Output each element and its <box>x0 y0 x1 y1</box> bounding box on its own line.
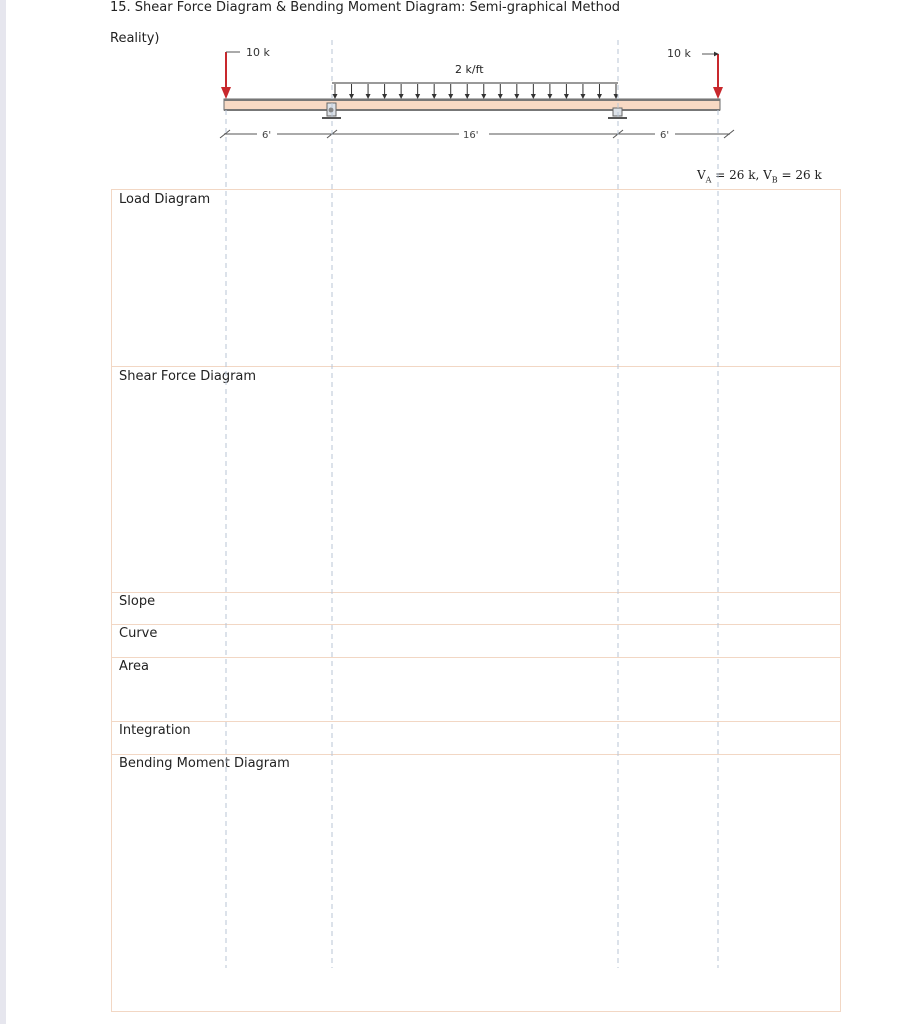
slope-section <box>112 593 840 625</box>
udl-arrow-head <box>597 94 602 99</box>
udl-arrow-head <box>614 94 619 99</box>
area-section <box>112 658 840 722</box>
right-load-label: 10 k <box>667 47 691 60</box>
worksheet-table <box>111 189 841 1012</box>
dim-middle-label: 16' <box>463 130 479 141</box>
udl-arrow-head <box>531 94 536 99</box>
left-point-load <box>221 52 240 99</box>
page-title: 15. Shear Force Diagram & Bending Moment Diagram: Semi-graphical Method <box>110 0 621 15</box>
shear-force-section <box>112 367 840 593</box>
dim-left-label: 6' <box>262 130 272 141</box>
section-label-shear-force: Shear Force Diagram <box>119 369 257 384</box>
section-label-area: Area <box>119 659 149 674</box>
udl-arrow-head <box>366 94 371 99</box>
udl-arrow-head <box>349 94 354 99</box>
vb-subscript: B <box>771 175 778 185</box>
section-label-load-diagram: Load Diagram <box>119 192 211 207</box>
udl-arrow-head <box>498 94 503 99</box>
udl-arrow-head <box>448 94 453 99</box>
udl-arrow-head <box>399 94 404 99</box>
va-symbol: V <box>697 168 706 182</box>
integration-section <box>112 722 840 755</box>
udl-arrow-head <box>514 94 519 99</box>
vb-value: = 26 k <box>777 168 822 182</box>
left-load-label: 10 k <box>246 46 270 59</box>
udl-arrow-head <box>432 94 437 99</box>
curve-section <box>112 625 840 658</box>
udl-arrow-head <box>382 94 387 99</box>
dim-right-label: 6' <box>660 130 670 141</box>
section-label-slope: Slope <box>119 594 156 609</box>
section-label-curve: Curve <box>119 626 158 641</box>
distributed-load-label: 2 k/ft <box>455 63 484 76</box>
udl-arrow-head <box>580 94 585 99</box>
reaction-values <box>697 168 822 184</box>
distributed-load-arrows <box>333 84 619 99</box>
bending-moment-section <box>112 755 840 1011</box>
udl-arrow-head <box>465 94 470 99</box>
right-point-load <box>702 54 723 99</box>
udl-arrow-head <box>415 94 420 99</box>
page-subtitle: Reality) <box>110 31 160 46</box>
udl-arrow-head <box>547 94 552 99</box>
va-subscript: A <box>705 175 712 185</box>
udl-arrow-head <box>333 94 338 99</box>
load-diagram-section <box>112 190 840 367</box>
vb-symbol: V <box>763 168 772 182</box>
udl-arrow-head <box>564 94 569 99</box>
section-label-integration: Integration <box>119 723 191 738</box>
udl-arrow-head <box>481 94 486 99</box>
va-value: = 26 k, <box>711 168 764 182</box>
beam-diagram <box>0 0 901 160</box>
section-label-bending-moment: Bending Moment Diagram <box>119 756 290 771</box>
